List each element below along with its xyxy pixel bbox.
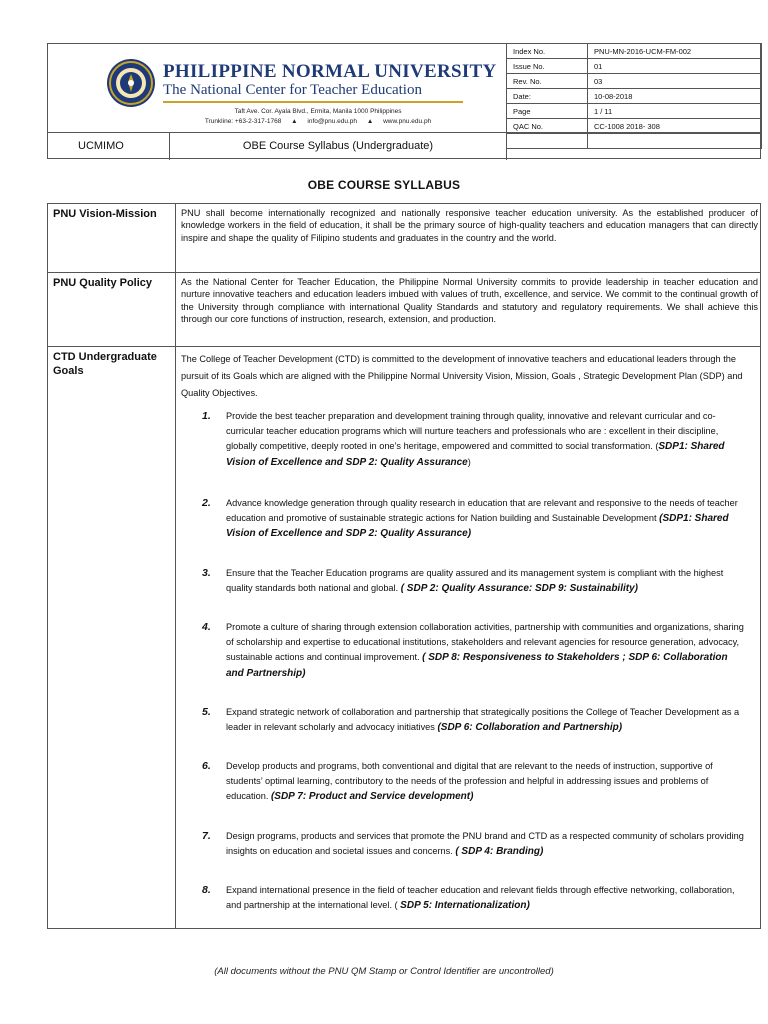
website-address: www.pnu.edu.ph [383, 118, 432, 125]
table-row: Index No. PNU-MN-2016-UCM-FM-002 [507, 44, 762, 59]
sdp-reference: ( SDP 4: Branding) [455, 846, 544, 858]
university-subtitle: The National Center for Teacher Education [163, 82, 422, 98]
sdp-reference: ( SDP 2: Quality Assurance: SDP 9: Sustainability) [400, 583, 638, 595]
goal-number: 2. [202, 497, 211, 509]
list-item: 2. Advance knowledge generation through quality research in education that are relevant and responsive to the needs of teacher education and promotive of sustainable strategic actions for Nation building and Sustainable Development (SDP1: Shared Vision of Excellence and SDP 2: Quality Assurance) [202, 497, 738, 540]
ctd-goals-label: CTD Undergraduate Goals [48, 347, 176, 928]
table-row: Issue No. 01 [507, 59, 762, 74]
office-name: UCMIMO [48, 133, 170, 160]
ctd-goals-row [48, 347, 760, 928]
sdp-reference: (SDP 7: Product and Service development) [270, 791, 474, 803]
sdp-reference: SDP 5: Internationalization) [400, 900, 530, 912]
vision-mission-text: PNU shall become internationally recognized and nationally responsive teacher education university. As the established producer of knowledge workers in the field of education, it shall be the primary source of high-quality teachers and education managers that can directly inspire and shape the quality of Filipino students and graduates in the country and the world. [181, 208, 758, 243]
syllabus-table [47, 203, 761, 929]
email-address: info@pnu.edu.ph [307, 118, 358, 125]
form-title: OBE Course Syllabus (Undergraduate) [170, 133, 507, 160]
table-row: Rev. No. 03 [507, 74, 762, 89]
quality-policy-row [48, 273, 760, 347]
vision-mission-label: PNU Vision-Mission [48, 204, 176, 272]
quality-policy-label: PNU Quality Policy [48, 273, 176, 346]
sdp-reference: ( SDP 8: Responsiveness to Stakeholders ; SDP 6: Collaboration and Partnership) [226, 652, 728, 679]
table-row: Date: 10-08-2018 [507, 89, 762, 104]
document-header [47, 43, 761, 159]
contact-line [123, 118, 513, 125]
header-form-row [48, 132, 760, 161]
sdp-reference: (SDP1: Shared Vision of Excellence and SDP 2: Quality Assurance) [226, 513, 729, 540]
table-row: Page 1 / 11 [507, 104, 762, 119]
goal-number: 7. [202, 830, 211, 842]
uncontrolled-notice: (All documents without the PNU QM Stamp or Control Identifier are uncontrolled) [214, 966, 554, 977]
goal-number: 8. [202, 884, 211, 896]
sdp-reference: (SDP 6: Collaboration and Partnership) [437, 722, 623, 734]
goal-number: 4. [202, 621, 211, 633]
list-item: 1. Provide the best teacher preparation and development training through quality, innovative and relevant curricular and co-curricular teacher education programs which will nurture teachers and professionals who are : excellent in their discipline, globally competitive, deeply rooted in one’s heritage, empowered and committed to social transformation. (SDP1: Shared Vision of Excellence and SDP 2: Quality Assurance) [202, 410, 725, 468]
page-title: OBE COURSE SYLLABUS [307, 178, 461, 192]
goal-number: 5. [202, 706, 211, 718]
letterhead-rule [163, 101, 463, 103]
goal-number: 6. [202, 760, 211, 772]
list-item: 7. Design programs, products and services that promote the PNU brand and CTD as a respected community of scholars providing insights on education and societal issues and concerns. ( SDP 4: Branding) [202, 830, 744, 858]
quality-policy-text: As the National Center for Teacher Education, the Philippine Normal University commits to provide leadership in teacher education and nurture innovative teachers and education leaders imbued with values of truth, excellence, and service. We commit to the continual growth of the University through compliance with international Quality Standards and statutory and regulatory requirements. We shall achieve this through our core functions of instruction, research, extension, and production. [181, 277, 758, 324]
university-name: PHILIPPINE NORMAL UNIVERSITY [163, 61, 497, 82]
triangle-separator-icon: ▲ [366, 118, 374, 125]
list-item: 5. Expand strategic network of collaboration and partnership that strategically positions the College of Teacher Development as a leader in relevant scholarly and advocacy initiatives (SDP 6: Collaboration and Partnership) [202, 706, 740, 734]
ctd-goals-intro: The College of Teacher Development (CTD) is committed to the development of innovative teachers and educational leaders through the pursuit of its Goals which are aligned with the Philippine Normal University Vision, Mission, Goals , Strategic Development Plan (SDP) and Quality Objectives. [181, 354, 743, 398]
goal-number: 1. [202, 410, 211, 422]
sdp-reference: SDP1: Shared Vision of Excellence and SDP 2: Quality Assurance [226, 441, 725, 468]
triangle-separator-icon: ▲ [291, 118, 298, 125]
list-item: 3. Ensure that the Teacher Education programs are quality assured and its management system is compliant with the highest quality standards both national and global. ( SDP 2: Quality Assurance: SDP 9: Sustainability) [202, 567, 724, 595]
university-address: Taft Ave. Cor. Ayala Blvd., Ermita, Manila 1000 Philippines [234, 108, 402, 115]
trunkline: Trunkline: +63-2-317-1768 [204, 118, 282, 125]
list-item: 4. Promote a culture of sharing through extension collaboration activities, partnership with communities and organizations, sharing of scholarship and expertise to educational institutions, stakeholders and relevant agencies for resource generation, advocacy, sustainable actions and continual improvement. ( SDP 8: Responsiveness to Stakeholders ; SDP 6: Collaboration and Partnership) [202, 621, 744, 679]
university-letterhead [48, 44, 506, 132]
table-row: QAC No. CC-1008 2018- 308 [507, 119, 762, 134]
university-seal-icon [106, 58, 156, 108]
list-item: 6. Develop products and programs, both conventional and digital that are relevant to the needs of instruction, supportive of students’ optimal learning, contributory to the needs of the profession and helpful in addressing issues and problems of education. (SDP 7: Product and Service development) [202, 760, 713, 803]
vision-mission-row [48, 204, 760, 273]
goal-number: 3. [202, 567, 211, 579]
list-item: 8. Expand international presence in the field of teacher education and relevant fields through effective networking, collaboration, and partnership at the international level. ( SDP 5: Internationalization) [202, 884, 735, 912]
